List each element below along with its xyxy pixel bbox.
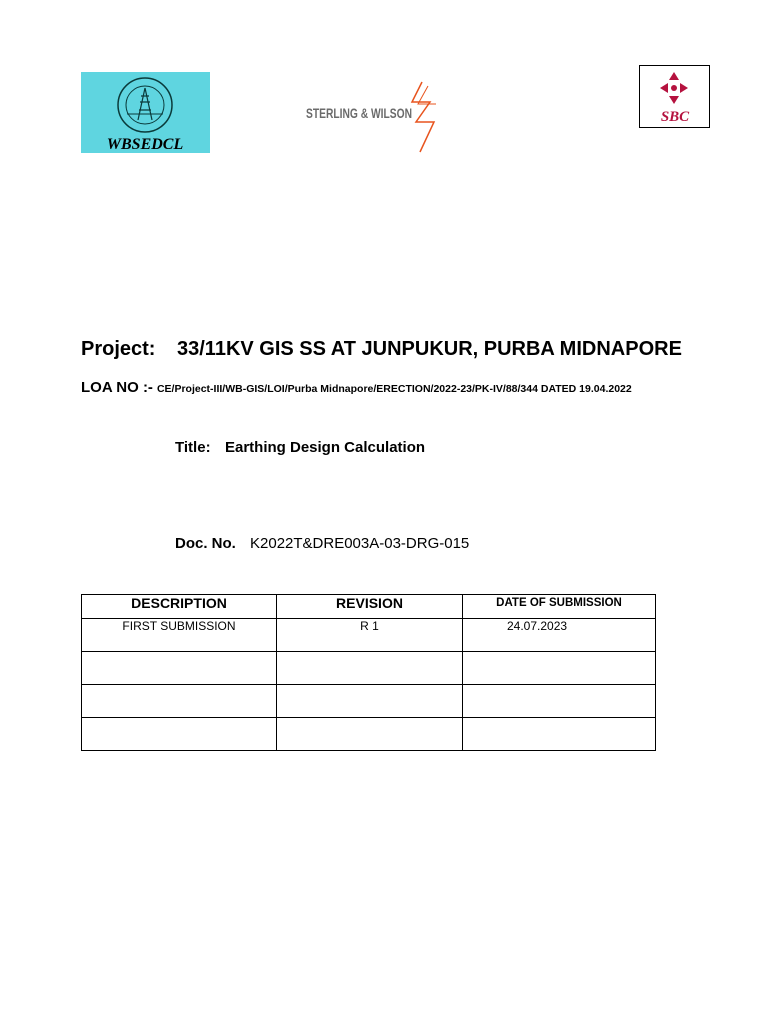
table-row — [82, 685, 656, 718]
submission-table — [81, 594, 656, 751]
cell-revision — [277, 652, 463, 685]
cell-description: FIRST SUBMISSION — [82, 619, 277, 652]
header-date-of-submission: DATE OF SUBMISSION — [463, 595, 656, 619]
cell-date — [463, 718, 656, 751]
wbsedcl-logo-text: WBSEDCL — [106, 136, 184, 153]
table-header-row — [82, 595, 656, 619]
table-row — [82, 619, 656, 652]
title-line — [175, 439, 425, 456]
title-label: Title: — [175, 439, 211, 456]
loa-value: CE/Project-III/WB-GIS/LOI/Purba Midnapore/ERECTION/2022-23/PK-IV/88/344 DATED 19.04.2022 — [156, 383, 632, 395]
cell-revision: R 1 — [277, 619, 463, 652]
project-line — [81, 338, 682, 361]
project-value: 33/11KV GIS SS AT JUNPUKUR, PURBA MIDNAPORE — [177, 338, 682, 360]
table-row — [82, 718, 656, 751]
cell-date — [463, 652, 656, 685]
sterling-wilson-logo-text: STERLING & WILSON — [306, 105, 412, 121]
cell-description — [82, 685, 277, 718]
cell-date: 24.07.2023 — [463, 619, 656, 652]
header-description: DESCRIPTION — [82, 595, 277, 619]
wbsedcl-logo — [81, 72, 210, 153]
cell-revision — [277, 685, 463, 718]
cell-description — [82, 652, 277, 685]
title-value: Earthing Design Calculation — [225, 439, 426, 456]
doc-number-label: Doc. No. — [175, 535, 236, 552]
cell-description — [82, 718, 277, 751]
header-revision: REVISION — [277, 595, 463, 619]
sterling-wilson-logo — [304, 78, 444, 156]
sbc-logo-text: SBC — [660, 109, 690, 125]
cell-date — [463, 685, 656, 718]
loa-line — [81, 379, 632, 397]
doc-number-value: K2022T&DRE003A-03-DRG-015 — [250, 535, 470, 552]
cell-revision — [277, 718, 463, 751]
project-label: Project: — [81, 338, 156, 360]
table-row — [82, 652, 656, 685]
loa-label: LOA NO :- — [81, 379, 153, 396]
sbc-logo — [639, 65, 710, 128]
doc-number-line — [175, 535, 469, 552]
